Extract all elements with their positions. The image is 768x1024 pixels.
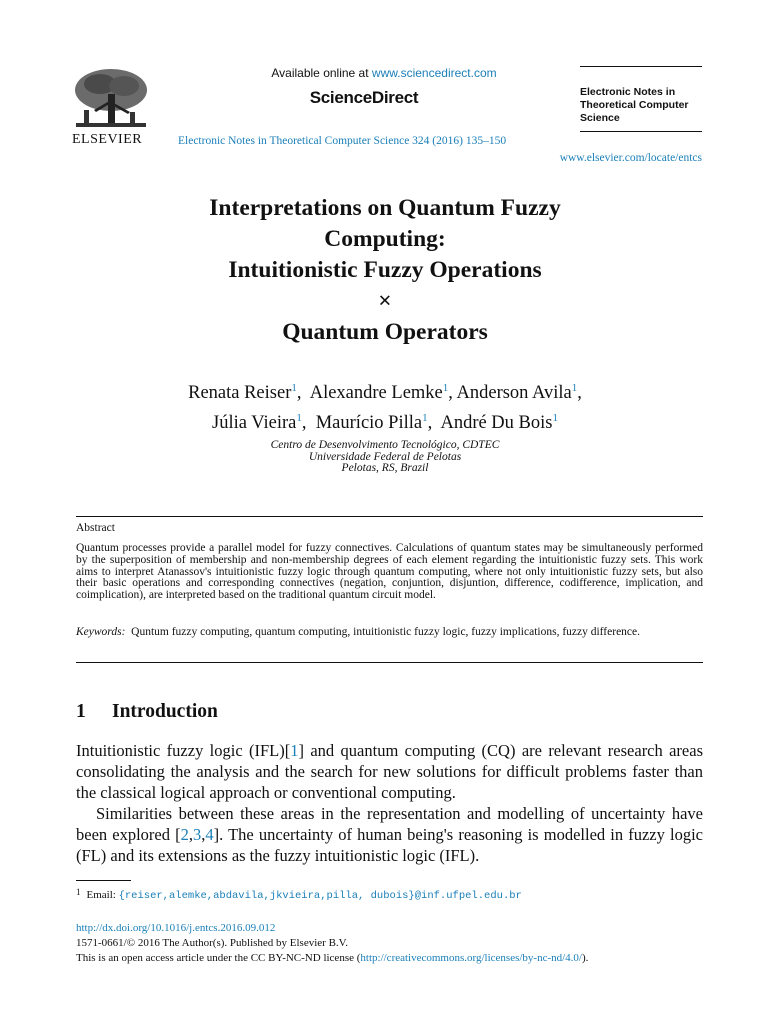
citation-link[interactable]: 3 — [193, 825, 202, 844]
abstract-label: Abstract — [76, 522, 115, 534]
publisher-name: ELSEVIER — [72, 132, 143, 147]
paper-title — [80, 193, 690, 348]
footnote-label: Email: — [86, 889, 116, 901]
footnote-rule — [76, 880, 131, 881]
available-label: Available online at — [271, 66, 369, 80]
intro-paragraph-1 — [76, 740, 703, 803]
journal-title-box — [580, 66, 702, 132]
text-run: Intuitionistic fuzzy logic (IFL)[ — [76, 741, 291, 760]
keywords-label: Keywords: — [76, 626, 126, 638]
affiliation-line-1: Centro de Desenvolvimento Tecnológico, CDTEC — [270, 439, 500, 451]
author-affil-mark[interactable]: 1 — [296, 412, 302, 424]
author-list — [80, 376, 690, 436]
author-name: Maurício Pilla — [315, 413, 423, 433]
author-name: Alexandre Lemke — [309, 383, 443, 403]
footnote-email-link[interactable]: {reiser,alemke,abdavila,jkvieira,pilla, dubois}@inf.ufpel.edu.br — [118, 890, 522, 902]
intro-paragraph-2: Similarities between these areas in the representation and modelling of uncertainty have been explored [2,3,4]. The uncertainty of human being's reasoning is modelled in fuzzy logic (FL) and its extensions as the fuzzy intuitionistic logic (IFL). — [76, 804, 703, 865]
section-title: Introduction — [112, 701, 218, 722]
author-line-1: Renata Reiser$^1$, Alexandre Lemke$^1$, Anderson Avila$^1$, — [188, 382, 582, 403]
platform-name: ScienceDirect — [309, 88, 419, 107]
citation-link[interactable]: 1 — [290, 741, 299, 760]
text-run: ] and quantum computing (CQ) are relevant research areas consolidating the analysis and the search for new solutions for difficult problems faster than the classical logical approach or conventional computing. — [76, 741, 703, 802]
title-line-3: Intuitionistic Fuzzy Operations — [228, 257, 542, 283]
citation-link[interactable]: 2 — [180, 825, 189, 844]
abstract-body: Quantum processes provide a parallel model for fuzzy connectives. Calculations of quantum states may be simultaneously performed by the superposition of membership and non-membership degrees of each element regarding the intuitionistic fuzzy sets. This work aims to interpret Atanassov's intuitionistic fuzzy logic through quantum computing, where not only intuitionistic fuzzy sets, but also their basic operations and corresponding connectives (negation, conjuntion, disjuntion, difference, codifference, implication, and coimplication), are interpreted based on the traditional quantum circuit model. — [76, 542, 703, 602]
author-name: Anderson Avila — [456, 383, 572, 403]
keywords-text: Quntum fuzzy computing, quantum computing, intuitionistic fuzzy logic, fuzzy implications, fuzzy difference. — [131, 626, 641, 638]
issn-copyright: 1571-0661/© 2016 The Author(s). Published by Elsevier B.V. — [76, 937, 348, 949]
abstract-bottom-rule — [76, 662, 703, 663]
citation-link[interactable]: 4 — [205, 825, 214, 844]
section-heading — [76, 701, 218, 723]
title-line-5: Quantum Operators — [282, 319, 488, 345]
title-line-2: Computing: — [324, 226, 446, 252]
license-link[interactable]: http://creativecommons.org/licenses/by-nc-nd/4.0/ — [360, 952, 582, 964]
sciencedirect-link[interactable]: www.sciencedirect.com — [371, 66, 497, 80]
footnote — [76, 887, 522, 902]
title-line-1: Interpretations on Quantum Fuzzy — [209, 195, 561, 221]
author-affil-mark[interactable]: 1 — [442, 382, 449, 394]
abstract-top-rule — [76, 516, 703, 517]
author-affil-mark[interactable]: 1 — [422, 412, 428, 424]
title-line-4: × — [378, 288, 392, 314]
author-name: Renata Reiser — [188, 383, 292, 403]
affiliation — [80, 440, 690, 475]
license-statement — [76, 952, 588, 964]
author-name: Júlia Vieira — [212, 413, 297, 433]
license-text: This is an open access article under the CC BY-NC-ND license ( — [76, 952, 361, 964]
footnote-mark: 1 — [76, 887, 81, 897]
author-name: André Du Bois — [440, 413, 553, 433]
journal-box-title: Electronic Notes in Theoretical Computer Science — [580, 86, 689, 124]
author-affil-mark[interactable]: 1 — [552, 412, 558, 424]
author-affil-mark[interactable]: 1 — [291, 382, 297, 394]
doi-link[interactable]: http://dx.doi.org/10.1016/j.entcs.2016.09.012 — [76, 922, 276, 934]
affiliation-line-3: Pelotas, RS, Brazil — [341, 462, 429, 474]
section-number: 1 — [76, 701, 86, 722]
text-run: ]. The uncertainty of human being's reasoning is modelled in fuzzy logic (FL) and its extensions as the fuzzy intuitionistic logic (IFL). — [76, 825, 703, 865]
keywords — [76, 627, 703, 639]
text-run: Similarities between these areas in the representation and modelling of uncertainty have been explored [ — [76, 804, 703, 844]
author-affil-mark[interactable]: 1 — [571, 382, 578, 394]
journal-url-link[interactable]: www.elsevier.com/locate/entcs — [559, 152, 702, 164]
affiliation-line-2: Universidade Federal de Pelotas — [308, 450, 462, 463]
journal-reference-link[interactable]: Electronic Notes in Theoretical Computer Science 324 (2016) 135–150 — [178, 135, 507, 147]
license-text-end: ). — [582, 952, 589, 964]
author-line-2: Júlia Vieira$^1$, Maurício Pilla$^1$, André Du Bois$^1$ — [212, 412, 558, 433]
